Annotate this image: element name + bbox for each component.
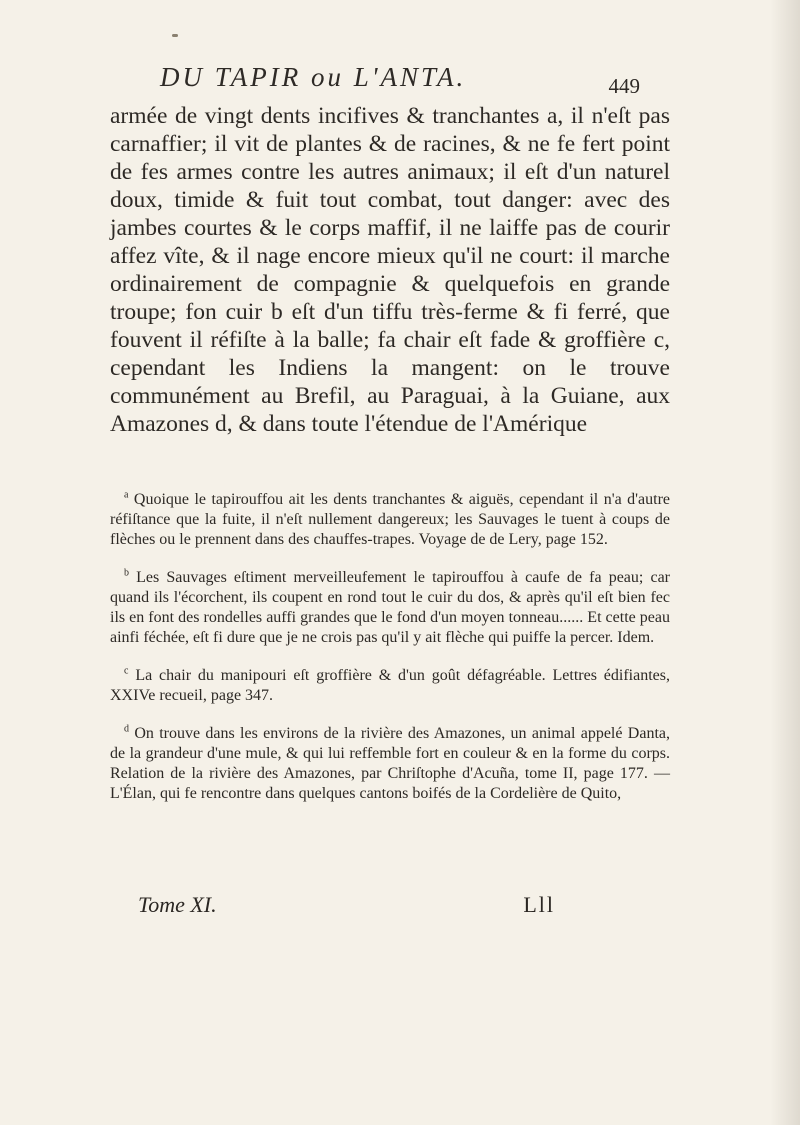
page-edge-shadow xyxy=(770,0,800,1125)
page-footer xyxy=(110,892,670,932)
footnote-b xyxy=(110,568,670,648)
footnote-a xyxy=(110,490,670,550)
footnote-mark: d xyxy=(124,723,129,735)
footnote-text: La chair du manipouri eſt groffière & d'un goût défagréable. Lettres édifiantes, XXIVe recueil, page 347. xyxy=(110,667,671,704)
footnote-c xyxy=(110,666,670,706)
footnote-mark: b xyxy=(124,567,129,579)
footnote-text: On trouve dans les environs de la rivière des Amazones, un animal appelé Danta, de la grandeur d'une mule, & qui lui reffemble fort en couleur & en la forme du corps. Relation de la rivière des Amazones, par Chriſtophe d'Acuña, tome II, page 177. — L'Élan, qui fe rencontre dans quelques cantons boifés de la Cordelière de Quito, xyxy=(110,725,671,802)
footnote-d xyxy=(110,724,670,804)
volume-label: Tome XI. xyxy=(138,892,217,917)
footnote-text: Quoique le tapirouffou ait les dents tranchantes & aiguës, cependant il n'a d'autre réfiſtance que la fuite, il n'eſt nullement dangereux; les Sauvages le tuent à coups de flèches ou le prennent dans des chauffes-trapes. Voyage de de Lery, page 152. xyxy=(110,491,671,548)
page-header xyxy=(160,62,640,102)
footnote-mark: a xyxy=(124,489,129,501)
running-title: DU TAPIR ou L'ANTA. xyxy=(160,62,467,92)
footnotes xyxy=(110,490,670,822)
main-paragraph: armée de vingt dents incifives & tranchantes a, il n'eſt pas carnaffier; il vit de plantes & de racines, & ne fe fert point de fes armes contre les autres animaux; il eſt d'un naturel doux, timide & fuit tout combat, tout danger: avec des jambes courtes & le corps maffif, il ne laiffe pas de courir affez vîte, & il nage encore mieux qu'il ne court: il marche ordinairement de compagnie & quelquefois en grande troupe; fon cuir b eſt d'un tiffu très-ferme & fi ferré, que fouvent il réfiſte à la balle; fa chair eſt fade & groffière c, cependant les Indiens la mangent: on le trouve communément au Brefil, au Paraguai, à la Guiane, aux Amazones d, & dans toute l'étendue de l'Amérique xyxy=(110,103,670,437)
page-number: 449 xyxy=(608,74,640,98)
ink-speck xyxy=(172,34,178,37)
footnote-text: Les Sauvages eſtiment merveilleufement le tapirouffou à caufe de fa peau; car quand ils l'écorchent, ils coupent en rond tout le cuir du dos, & après qu'il eſt bien fec ils en font des rondelles auffi grandes que le fond d'un moyen tonneau...... Et cette peau ainfi féchée, eſt fi dure que je ne crois pas qu'il y ait flèche qui puiffe la percer. Idem. xyxy=(110,569,671,646)
signature-mark: Lll xyxy=(523,892,555,917)
footnote-mark: c xyxy=(124,665,129,677)
